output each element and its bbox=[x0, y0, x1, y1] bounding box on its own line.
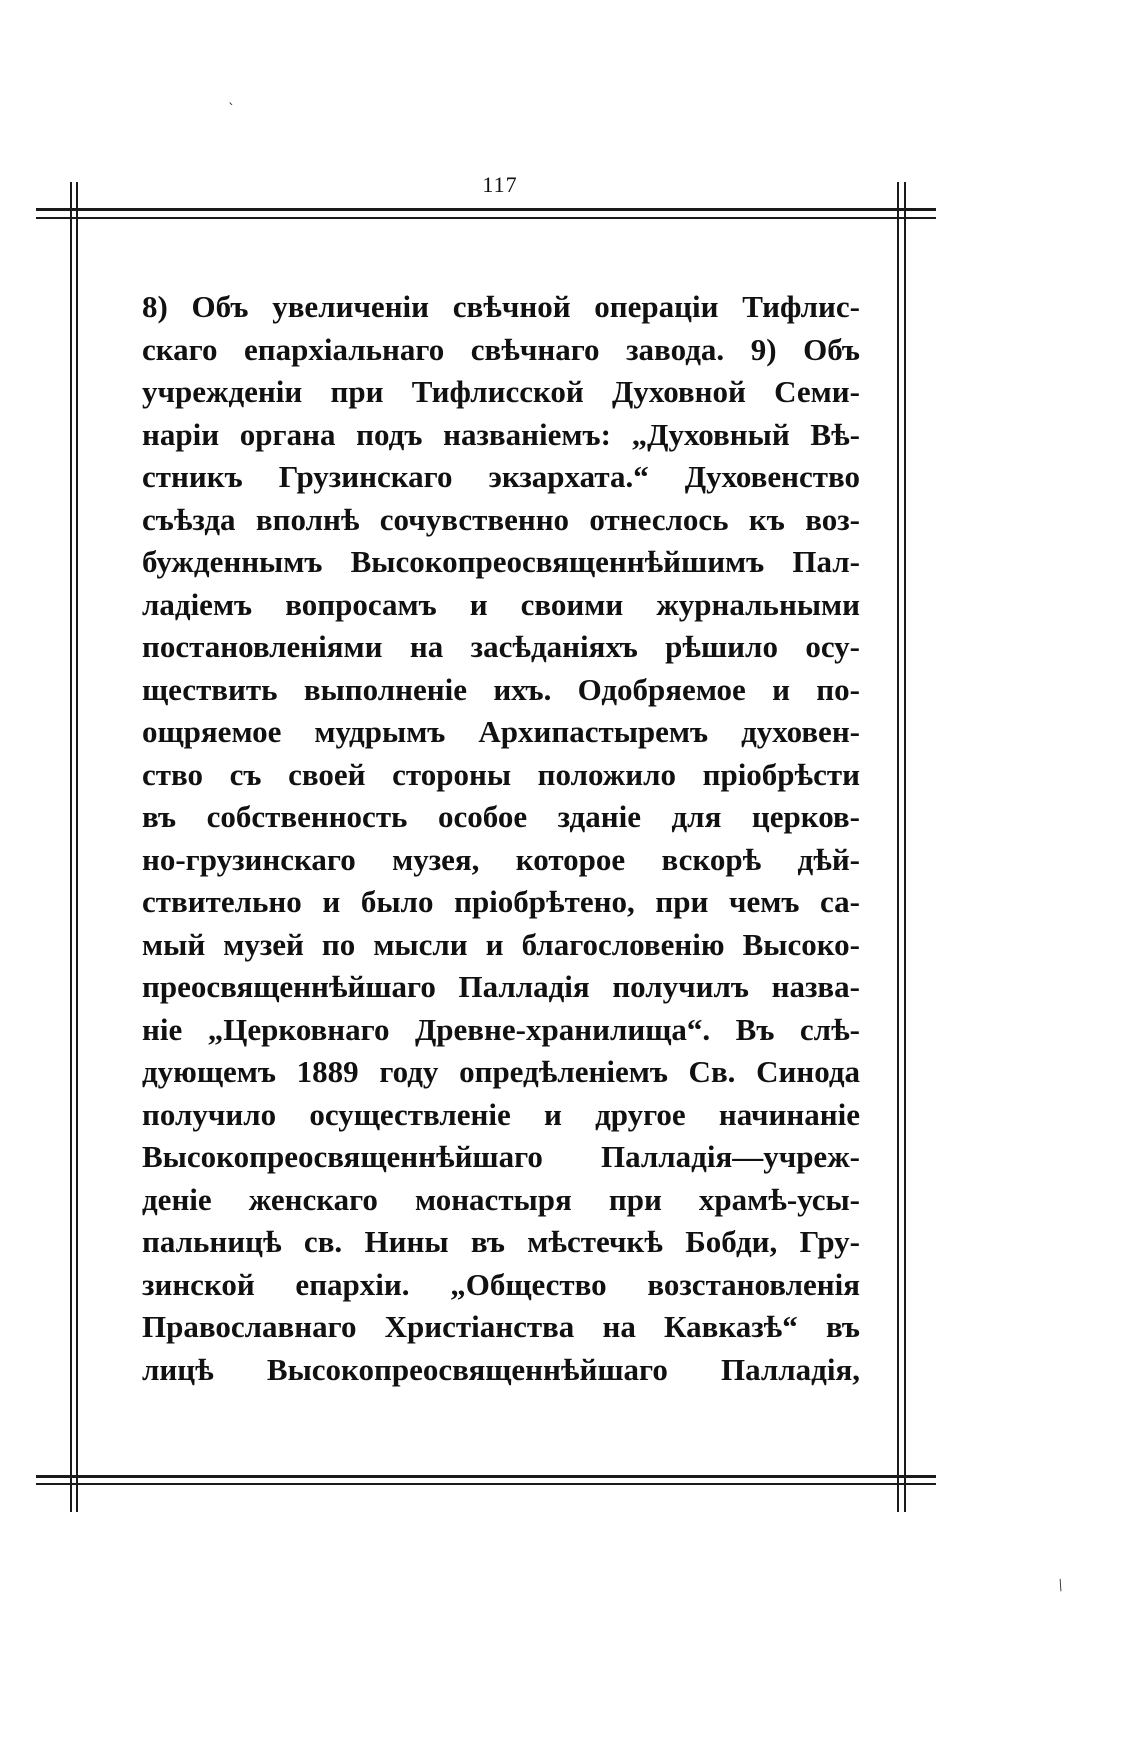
frame-rule-top-inner bbox=[36, 217, 936, 219]
text-line: преосвященнѣйшаго Палладія получилъ назва- bbox=[142, 969, 860, 1004]
text-line: Православнаго Христіанства на Кавказѣ“ въ bbox=[142, 1309, 860, 1344]
text-line: въ собственность особое зданіе для церков- bbox=[142, 799, 860, 834]
frame-rule-top bbox=[36, 208, 936, 211]
scan-mark: ⁄ bbox=[1055, 1578, 1067, 1594]
frame-rule-bottom bbox=[36, 1475, 936, 1478]
text-line: ство съ своей стороны положило пріобрѣсти bbox=[142, 756, 860, 792]
text-line: Высокопреосвященнѣйшаго Палладія—учреж- bbox=[142, 1139, 860, 1174]
text-line: постановленіями на засѣданіяхъ рѣшило осу- bbox=[142, 629, 860, 664]
text-line: скаго епархіальнаго свѣчнаго завода. 9) Объ bbox=[142, 331, 860, 367]
text-line: пальницѣ св. Нины въ мѣстечкѣ Бобди, Гру- bbox=[142, 1224, 860, 1259]
frame-rule-left bbox=[70, 182, 72, 1512]
text-line: лицѣ Высокопреосвященнѣйшаго Палладія, bbox=[142, 1351, 860, 1387]
body-text bbox=[142, 286, 860, 1391]
frame-rule-right-inner bbox=[904, 182, 906, 1512]
text-line: ладіемъ вопросамъ и своими журнальными bbox=[142, 586, 860, 622]
text-line: ощряемое мудрымъ Архипастыремъ духовен- bbox=[142, 714, 860, 749]
text-line: ніе „Церковнаго Древне-хранилища“. Въ слѣ- bbox=[142, 1011, 860, 1047]
text-line: съѣзда вполнѣ сочувственно отнеслось къ воз- bbox=[142, 501, 860, 537]
text-line: бужденнымъ Высокопреосвященнѣйшимъ Пал- bbox=[142, 544, 860, 579]
text-line: стникъ Грузинскаго экзархата.“ Духовенство bbox=[142, 459, 860, 494]
text-line: мый музей по мысли и благословенію Высоко- bbox=[142, 926, 860, 962]
text-line: ствительно и было пріобрѣтено, при чемъ са- bbox=[142, 884, 860, 919]
frame-rule-right bbox=[897, 182, 899, 1512]
scan-speck: ˋ bbox=[228, 102, 235, 118]
frame-rule-left-inner bbox=[76, 182, 78, 1512]
frame-rule-bottom-inner bbox=[36, 1483, 936, 1485]
text-line: ществить выполненіе ихъ. Одобряемое и по- bbox=[142, 671, 860, 707]
text-line: 8) Объ увеличеніи свѣчной операціи Тифлис- bbox=[142, 289, 860, 324]
text-line: но-грузинскаго музея, которое вскорѣ дѣй- bbox=[142, 841, 860, 877]
text-line: дующемъ 1889 году опредѣленіемъ Св. Синода bbox=[142, 1054, 860, 1089]
text-line: деніе женскаго монастыря при храмѣ-усы- bbox=[142, 1181, 860, 1217]
text-line: наріи органа подъ названіемъ: „Духовный Вѣ- bbox=[142, 416, 860, 452]
text-line: получило осуществленіе и другое начинаніе bbox=[142, 1096, 860, 1132]
page-number: 117 bbox=[482, 172, 518, 197]
text-line: зинской епархіи. „Общество возстановленія bbox=[142, 1266, 860, 1302]
text-line: учрежденіи при Тифлисской Духовной Семи- bbox=[142, 374, 860, 409]
